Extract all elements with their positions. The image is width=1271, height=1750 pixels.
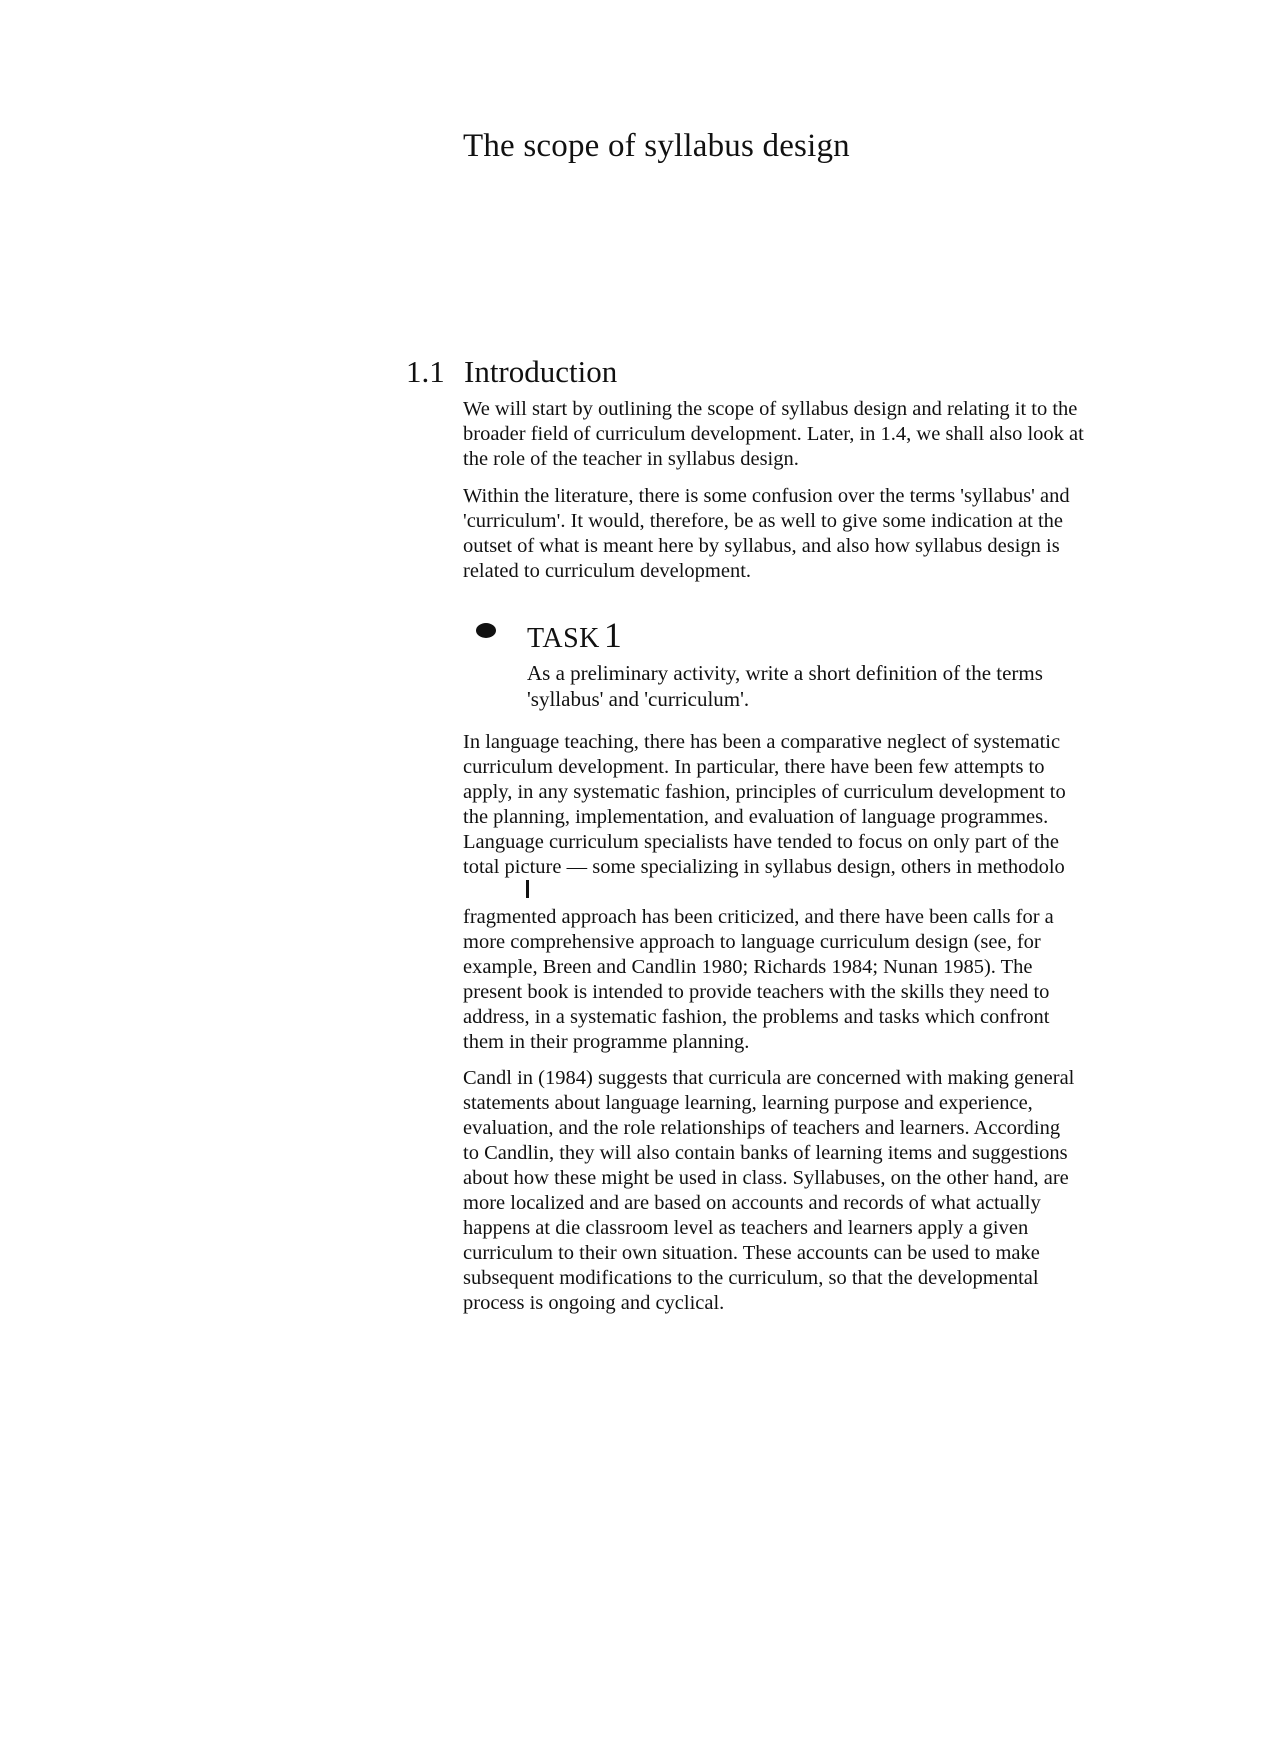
text-line: to Candlin, they will also contain banks of learning items and suggestions — [463, 1142, 1068, 1164]
text-line: statements about language learning, learning purpose and experience, — [463, 1092, 1033, 1114]
task-number: 1 — [603, 615, 623, 655]
text-line: Language curriculum specialists have tended to focus on only part of the — [463, 831, 1060, 853]
text-line: more localized and are based on accounts and records of what actually — [463, 1192, 1041, 1214]
text-line: process is ongoing and cyclical. — [463, 1292, 725, 1314]
scan-artifact-mark — [526, 880, 529, 898]
text-line: address, in a systematic fashion, the problems and tasks which confront — [463, 1006, 1050, 1028]
paragraph-terms — [463, 484, 1150, 584]
text-line: happens at die classroom level as teachers and learners apply a given — [463, 1217, 1029, 1239]
text-line: total picture — some specializing in syllabus design, others in methodolo — [463, 856, 1065, 878]
text-line: curriculum to their own situation. These accounts can be used to make — [463, 1242, 1040, 1264]
text-line: Candl in (1984) suggests that curricula are concerned with making general — [463, 1067, 1075, 1089]
text-line: them in their programme planning. — [463, 1031, 750, 1053]
text-line: outset of what is meant here by syllabus, and also how syllabus design is — [463, 535, 1060, 557]
task-body — [527, 660, 1147, 712]
chapter-title: The scope of syllabus design — [463, 128, 850, 164]
text-line: more comprehensive approach to language curriculum design (see, for — [463, 931, 1041, 953]
text-line: about how these might be used in class. Syllabuses, on the other hand, are — [463, 1167, 1069, 1189]
paragraph-neglect — [463, 730, 1150, 880]
text-line: 'curriculum'. It would, therefore, be as well to give some indication at the — [463, 510, 1063, 532]
text-line: Within the literature, there is some confusion over the terms 'syllabus' and — [463, 485, 1070, 507]
text-line: evaluation, and the role relationships of teachers and learners. According — [463, 1117, 1061, 1139]
text-line: the planning, implementation, and evaluation of language programmes. — [463, 806, 1049, 828]
text-line: As a preliminary activity, write a short definition of the terms — [527, 661, 1043, 685]
text-line: apply, in any systematic fashion, principles of curriculum development to — [463, 781, 1066, 803]
text-line: broader field of curriculum development. Later, in 1.4, we shall also look at — [463, 423, 1084, 445]
text-line: In language teaching, there has been a comparative neglect of systematic — [463, 731, 1061, 753]
task-heading — [527, 614, 622, 656]
text-line: related to curriculum development. — [463, 560, 752, 582]
text-line: 'syllabus' and 'curriculum'. — [527, 687, 750, 711]
text-line: present book is intended to provide teachers with the skills they need to — [463, 981, 1050, 1003]
section-title: Introduction — [464, 354, 618, 389]
task-label: TASK — [527, 623, 600, 654]
section-number: 1.1 — [406, 354, 445, 389]
section-heading — [406, 354, 617, 390]
paragraph-fragmented — [463, 905, 1150, 1055]
text-line: example, Breen and Candlin 1980; Richards 1984; Nunan 1985). The — [463, 956, 1033, 978]
paragraph-intro — [463, 397, 1150, 472]
text-line: fragmented approach has been criticized, and there have been calls for a — [463, 906, 1054, 928]
text-line: the role of the teacher in syllabus design. — [463, 448, 799, 470]
text-line: subsequent modifications to the curriculum, so that the developmental — [463, 1267, 1039, 1289]
task-bullet-icon — [476, 623, 496, 638]
text-line: curriculum development. In particular, there have been few attempts to — [463, 756, 1045, 778]
paragraph-candlin — [463, 1066, 1150, 1316]
text-line: We will start by outlining the scope of syllabus design and relating it to the — [463, 398, 1078, 420]
